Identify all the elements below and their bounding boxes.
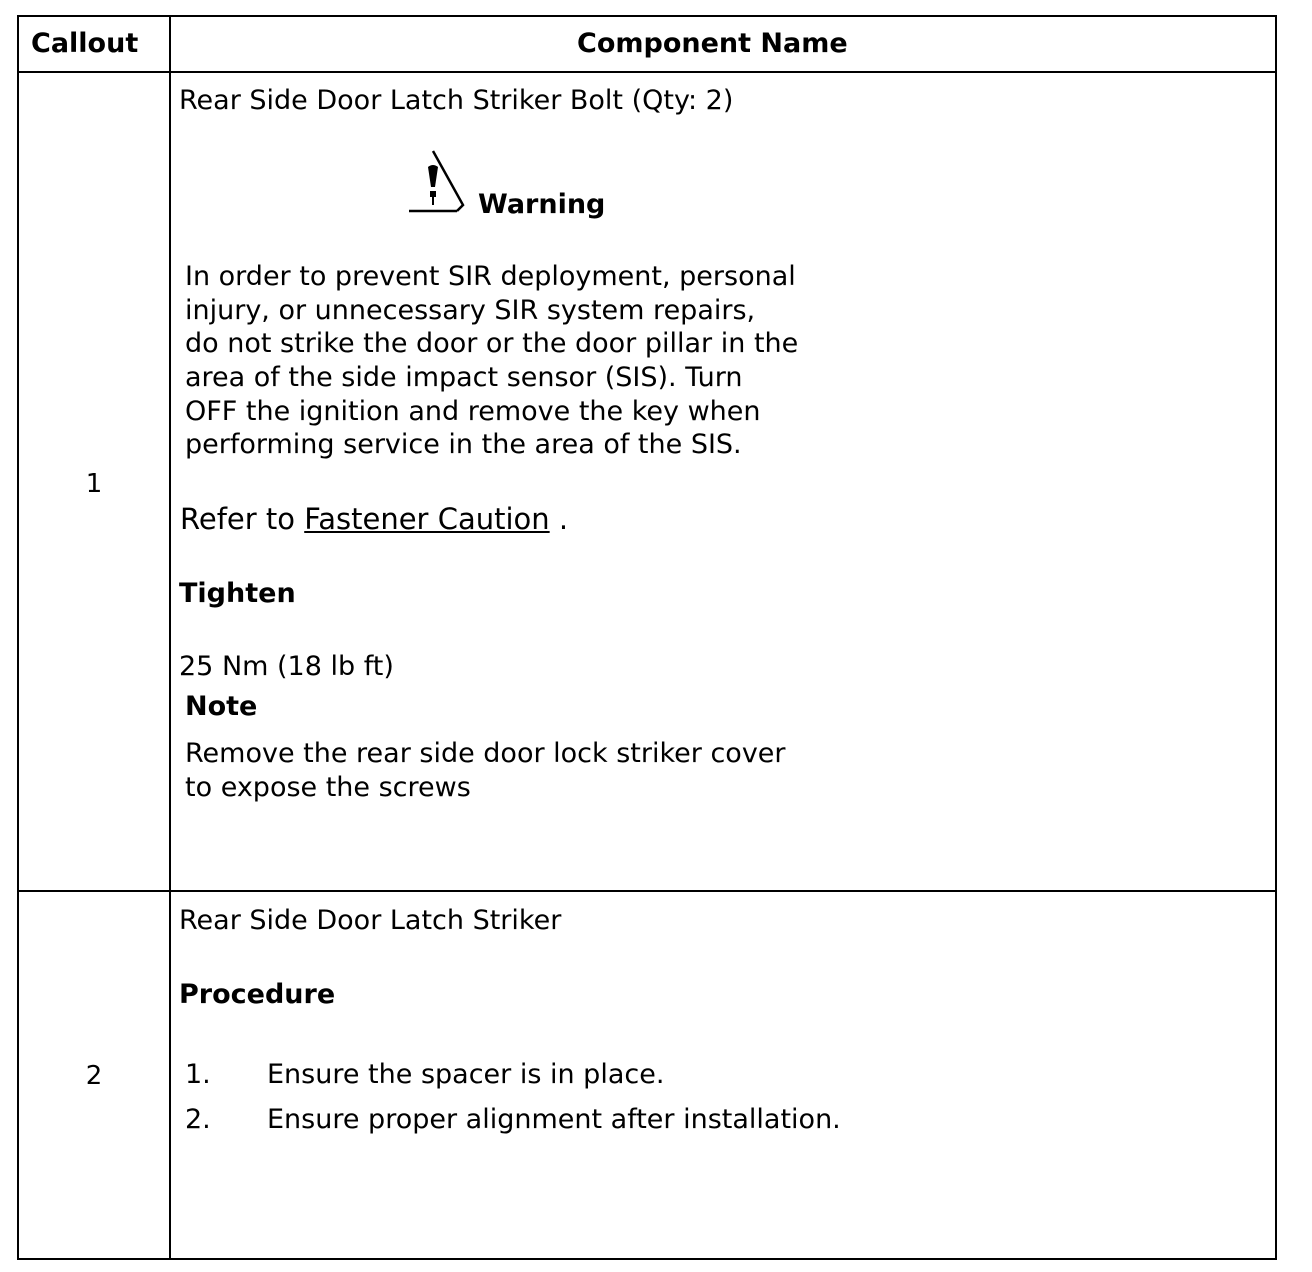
callout-number: 2 <box>85 1061 103 1091</box>
warning-heading: Warning <box>478 189 606 220</box>
procedure-heading: Procedure <box>179 979 336 1010</box>
refer-text <box>180 502 568 536</box>
warning-line: performing service in the area of the SIS. <box>185 429 742 460</box>
warning-line: area of the side impact sensor (SIS). Turn <box>185 362 743 393</box>
header-divider <box>19 71 1275 73</box>
component-title: Rear Side Door Latch Striker Bolt (Qty: 2) <box>179 85 734 116</box>
header-callout: Callout <box>31 28 139 59</box>
step-text: Ensure the spacer is in place. <box>267 1059 665 1090</box>
torque-value: 25 Nm (18 lb ft) <box>179 651 394 682</box>
step-number: 1. <box>185 1059 211 1090</box>
note-line: Remove the rear side door lock striker cover <box>185 738 786 769</box>
column-divider <box>169 17 171 1258</box>
row-divider <box>19 890 1275 892</box>
warning-line: do not strike the door or the door pillar in the <box>185 328 799 359</box>
warning-line: OFF the ignition and remove the key when <box>185 396 761 427</box>
tighten-heading: Tighten <box>179 578 296 609</box>
warning-triangle-icon <box>407 147 467 217</box>
note-line: to expose the screws <box>185 772 471 803</box>
warning-line: injury, or unnecessary SIR system repairs, <box>185 295 756 326</box>
step-number: 2. <box>185 1104 211 1135</box>
refer-prefix: Refer to <box>180 502 295 536</box>
component-table <box>17 15 1277 1260</box>
component-title: Rear Side Door Latch Striker <box>179 905 562 936</box>
note-heading: Note <box>185 691 258 722</box>
refer-suffix: . <box>558 502 569 536</box>
warning-line: In order to prevent SIR deployment, personal <box>185 261 796 292</box>
fastener-caution-link[interactable]: Fastener Caution <box>304 502 550 536</box>
callout-number: 1 <box>85 469 103 499</box>
header-component-name: Component Name <box>577 28 848 59</box>
step-text: Ensure proper alignment after installation. <box>267 1104 841 1135</box>
